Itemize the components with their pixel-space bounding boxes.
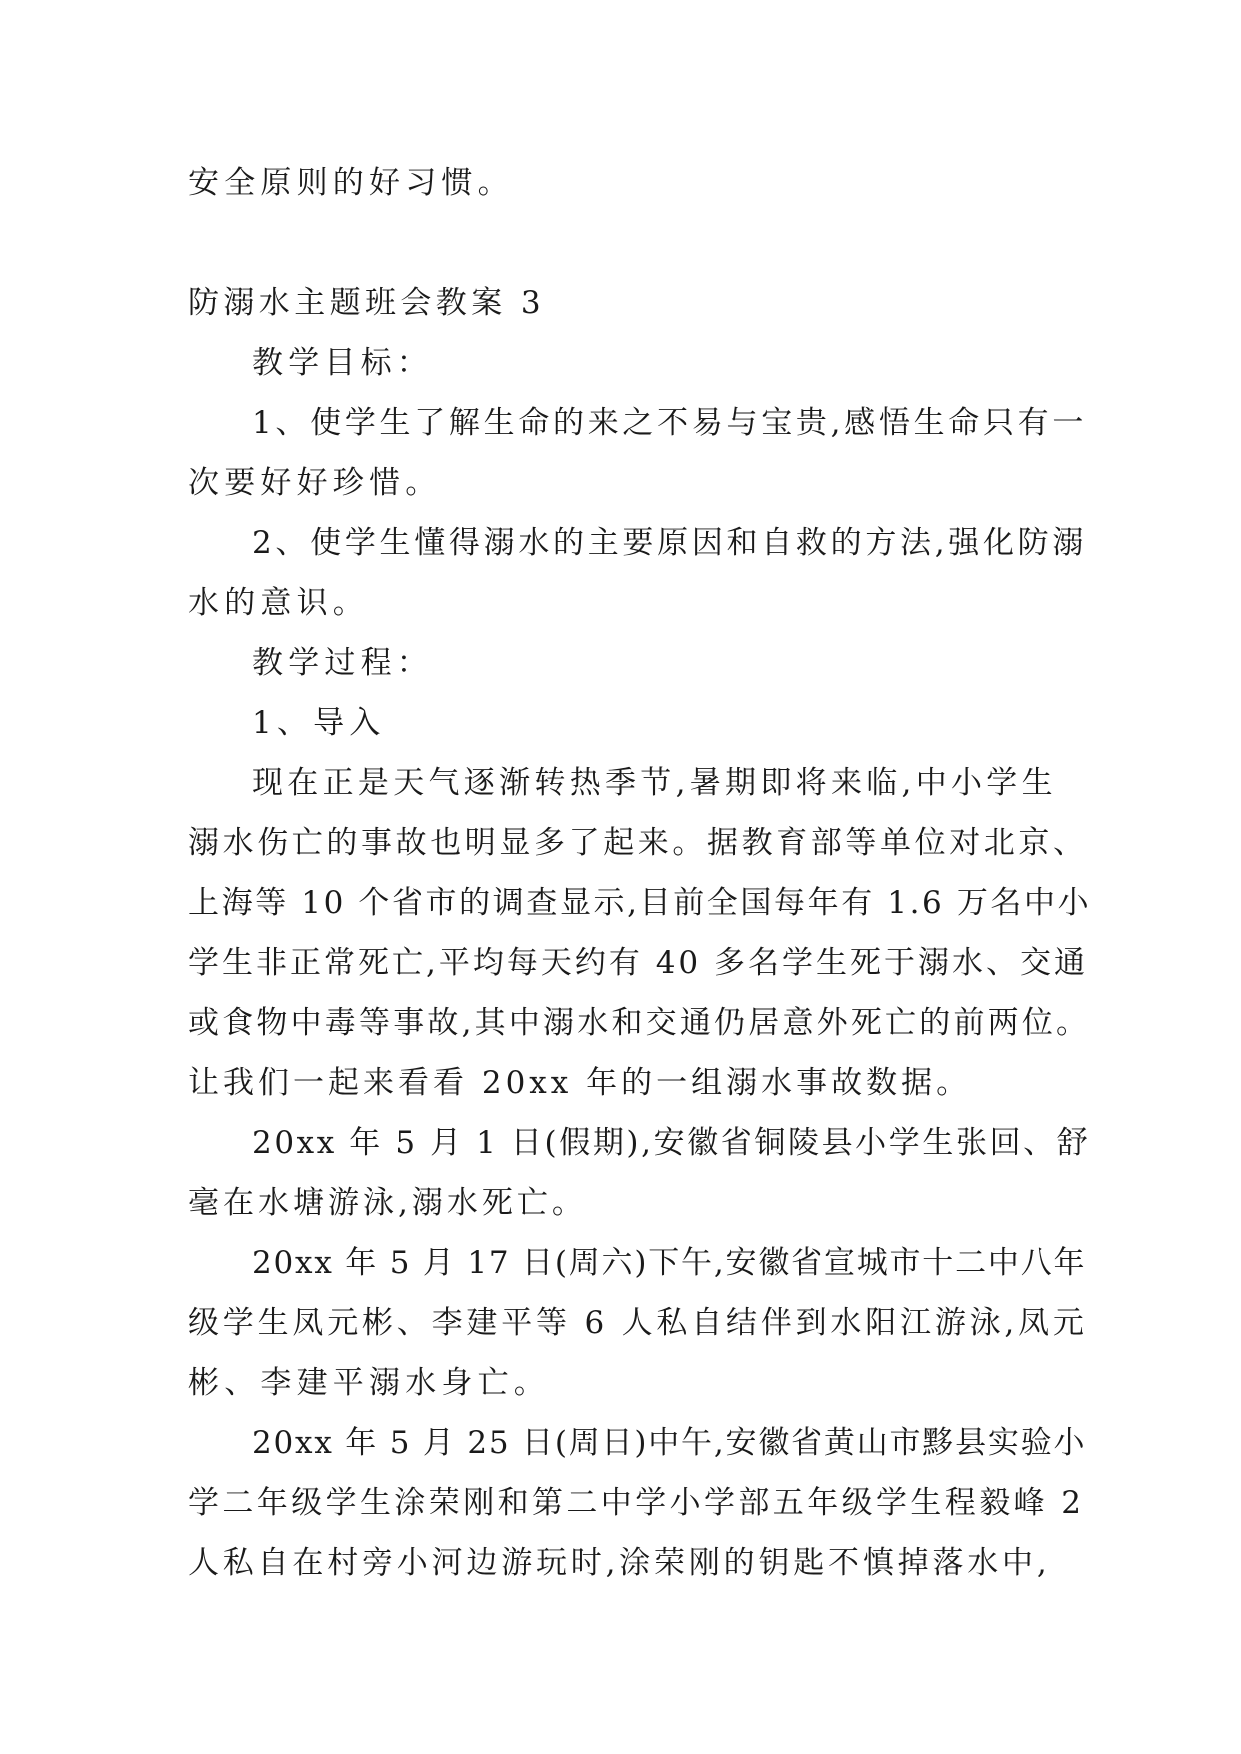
text-line: 或食物中毒等事故,其中溺水和交通仍居意外死亡的前两位。 (188, 1005, 1091, 1041)
text-line: 安全原则的好习惯。 (188, 165, 514, 201)
text-line: 2、使学生懂得溺水的主要原因和自救的方法,强化防溺 (252, 525, 1088, 561)
text-line: 现在正是天气逐渐转热季节,暑期即将来临,中小学生 (252, 765, 1057, 801)
text-line: 教学过程： (252, 645, 433, 681)
text-line: 1、使学生了解生命的来之不易与宝贵,感悟生命只有一 (252, 405, 1088, 441)
section-heading: 防溺水主题班会教案 3 (188, 285, 545, 321)
text-line: 水的意识。 (188, 585, 369, 621)
text-line: 学生非正常死亡,平均每天约有 40 多名学生死于溺水、交通 (188, 945, 1089, 981)
text-line: 次要好好珍惜。 (188, 465, 442, 501)
text-line: 彬、李建平溺水身亡。 (188, 1365, 550, 1401)
text-line: 上海等 10 个省市的调查显示,目前全国每年有 1.6 万名中小 (188, 885, 1092, 921)
text-line: 20xx 年 5 月 17 日(周六)下午,安徽省宣城市十二中八年 (252, 1245, 1087, 1281)
text-line: 级学生凤元彬、李建平等 6 人私自结伴到水阳江游泳,凤元 (188, 1305, 1088, 1341)
text-line: 学二年级学生涂荣刚和第二中学小学部五年级学生程毅峰 2 (188, 1485, 1085, 1521)
text-line: 1、导入 (252, 705, 386, 741)
text-line: 毫在水塘游泳,溺水死亡。 (188, 1185, 587, 1221)
text-line: 20xx 年 5 月 25 日(周日)中午,安徽省黄山市黟县实验小 (252, 1425, 1087, 1461)
text-line: 20xx 年 5 月 1 日(假期),安徽省铜陵县小学生张回、舒 (252, 1125, 1091, 1161)
text-line: 教学目标： (252, 345, 433, 381)
text-line: 溺水伤亡的事故也明显多了起来。据教育部等单位对北京、 (188, 825, 1088, 861)
text-line: 人私自在村旁小河边游玩时,涂荣刚的钥匙不慎掉落水中, (188, 1545, 1051, 1581)
text-line: 让我们一起来看看 20xx 年的一组溺水事故数据。 (188, 1065, 972, 1101)
